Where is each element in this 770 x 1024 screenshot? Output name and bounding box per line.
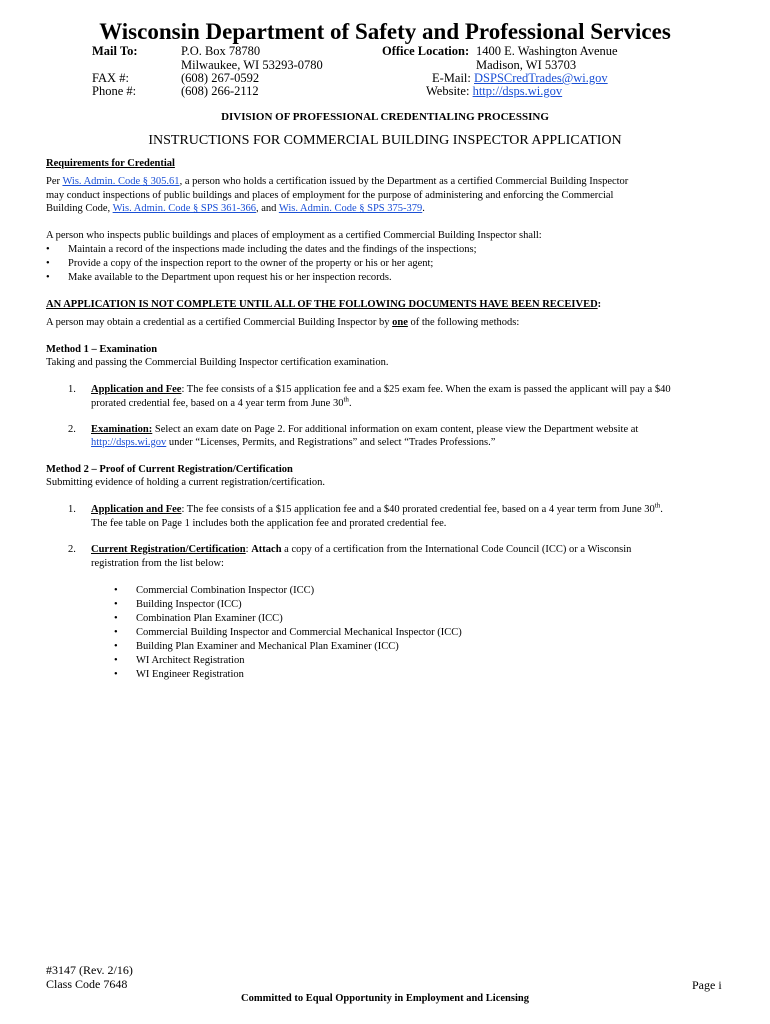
method1-subtext: Taking and passing the Commercial Building Inspector certification examination. <box>46 357 389 368</box>
requirements-line3: Building Code, Wis. Admin. Code § SPS 361-366, and Wis. Admin. Code § SPS 375-379. <box>46 203 425 214</box>
division-heading: DIVISION OF PROFESSIONAL CREDENTIALING PROCESSING <box>221 111 549 123</box>
requirements-heading: Requirements for Credential <box>46 158 175 169</box>
mail-to-line1: P.O. Box 78780 <box>181 44 261 58</box>
document-page: Wisconsin Department of Safety and Professional Services Mail To: P.O. Box 78780 Milwaukee, WI 53293-0780 FAX #: (608) 267-0592 Phone #: (608) 266-2112 Office Location: 1400 E. Washington Avenue Madison, WI 53703 E-Mail: DSPSCredTrades@wi.gov Website: http://dsps.wi.gov DIVISION OF PROFESSIONAL CREDENTIALING PROCESSING INSTRUCTIONS FOR COMMERCIAL BUILDING INSPECTOR APPLICATION Requirements for Credential Per Wis. Admin. Code § 305.61, a person who holds a certification issued by the Department as a certified Commercial Building Inspector may conduct inspections of public buildings and places of employment for the purpose of administering and enforcing the Commercial Building Code, Wis. Admin. Code § SPS 361-366, and Wis. Admin. Code § SPS 375-379. A person who inspects public buildings and places of employment as a certified Commercial Building Inspector shall: • Maintain a record of the inspections made including the dates and the findings of the inspections; • Provide a copy of the inspection report to the owner of the property or his or her agent; • Make available to the Department upon request his or her inspection records. AN APPLICATION IS NOT COMPLETE UNTIL ALL OF THE FOLLOWING DOCUMENTS HAVE BEEN RECEIVED: A person may obtain a credential as a certified Commercial Building Inspector by one of the following methods: Method 1 – Examination Taking and passing the Commercial Building Inspector certification examination. 1. Application and Fee: The fee consists of a $15 application fee and a $25 exam fee. When the exam is passed the applicant will pay a $40 prorated credential fee, based on a 4 year term from June 30th. 2. Examination: Select an exam date on Page 2. For additional information on exam content, please view the Department website at http://dsps.wi.gov under “Licenses, Permits, and Registrations” and select “Trades Professions.” Method 2 – Proof of Current Registration/Certification Submitting evidence of holding a current registration/certification. 1. Application and Fee: The fee consists of a $15 application fee and a $40 prorated credential fee, based on a 4 year term from June 30th. The fee table on Page 1 includes both the application fee and prorated credential fee. 2. Current Registration/Certification: Attach a copy of a certification from the International Code Council (ICC) or a Wisconsin registration from the list below: • Commercial Combination Inspector (ICC) • Building Inspector (ICC) • Combination Plan Examiner (ICC) • Commercial Building Inspector and Commercial Mechanical Inspector (ICC) • Building Plan Examiner and Mechanical Plan Examiner (ICC) • WI Architect Registration • WI Engineer Registration #3147 (Rev. 2/16) Class Code 7648 Page i Committed to Equal Opportunity in Employment and Licensing <box>0 0 770 1024</box>
method2-item2-number: 2. <box>68 544 76 555</box>
mail-to-label: Mail To: <box>92 44 138 58</box>
office-line1: 1400 E. Washington Avenue <box>476 44 618 58</box>
instructions-title: INSTRUCTIONS FOR COMMERCIAL BUILDING INSPECTOR APPLICATION <box>148 133 622 148</box>
mail-to-line2: Milwaukee, WI 53293-0780 <box>181 58 323 72</box>
method2-item1-line2: The fee table on Page 1 includes both the application fee and prorated credential fee. <box>91 518 447 529</box>
method1-item2-line2: http://dsps.wi.gov under “Licenses, Permits, and Registrations” and select “Trades Professions.” <box>91 437 496 448</box>
class-code: Class Code 7648 <box>46 977 128 991</box>
method2-heading: Method 2 – Proof of Current Registration/Certification <box>46 464 293 475</box>
website-link[interactable]: http://dsps.wi.gov <box>472 84 563 98</box>
form-number: #3147 (Rev. 2/16) <box>46 963 133 977</box>
method1-item2-number: 2. <box>68 424 76 435</box>
website-line <box>426 84 562 99</box>
phone-label: Phone #: <box>92 84 137 98</box>
email-label: E-Mail: <box>432 71 471 85</box>
phone-value: (608) 266-2112 <box>181 84 259 98</box>
admin-code-link-2[interactable]: Wis. Admin. Code § SPS 361-366 <box>112 203 256 214</box>
method2-item2-line1: Current Registration/Certification: Attach a copy of a certification from the International Code Council (ICC) or a Wisconsin <box>91 544 632 555</box>
page-title: Wisconsin Department of Safety and Professional Services <box>99 19 671 44</box>
office-label: Office Location: <box>382 44 470 58</box>
dsps-website-link[interactable]: http://dsps.wi.gov <box>91 437 167 448</box>
application-notice-line: A person may obtain a credential as a certified Commercial Building Inspector by one of the following methods: <box>46 317 520 328</box>
method2-subtext: Submitting evidence of holding a current registration/certification. <box>46 477 326 488</box>
admin-code-link-3[interactable]: Wis. Admin. Code § SPS 375-379 <box>278 203 423 214</box>
equal-opportunity-statement: Committed to Equal Opportunity in Employment and Licensing <box>241 993 529 1004</box>
method1-item1-line2: prorated credential fee, based on a 4 year term from June 30th. <box>91 395 352 409</box>
method1-heading: Method 1 – Examination <box>46 344 158 355</box>
method1-item1-line1: Application and Fee: The fee consists of a $15 application fee and a $25 exam fee. When the exam is passed the applicant will pay a $40 <box>91 384 671 395</box>
email-link[interactable]: DSPSCredTrades@wi.gov <box>474 71 608 85</box>
page-number: Page i <box>692 978 722 992</box>
requirements-line2: may conduct inspections of public buildings and places of employment for the purpose of administering and enforcing the Commercial <box>46 190 614 201</box>
method1-item2-line1: Examination: Select an exam date on Page 2. For additional information on exam content, please view the Department website at <box>91 424 639 435</box>
website-label: Website: <box>426 84 470 98</box>
admin-code-link-1[interactable]: Wis. Admin. Code § 305.61 <box>62 176 180 187</box>
office-line2: Madison, WI 53703 <box>476 58 577 72</box>
fax-label: FAX #: <box>92 71 129 85</box>
method2-item1-line1: Application and Fee: The fee consists of a $15 application fee and a $40 prorated credential fee, based on a 4 year term from June 30th. <box>91 501 663 515</box>
requirements-line1: Per Wis. Admin. Code § 305.61, a person who holds a certification issued by the Department as a certified Commercial Building Inspector <box>46 176 629 187</box>
application-notice-heading: AN APPLICATION IS NOT COMPLETE UNTIL ALL OF THE FOLLOWING DOCUMENTS HAVE BEEN RECEIVED: <box>46 299 602 310</box>
method2-item1-number: 1. <box>68 504 76 515</box>
method1-item1-number: 1. <box>68 384 76 395</box>
method2-item2-line2: registration from the list below: <box>91 558 224 569</box>
inspector-intro: A person who inspects public buildings and places of employment as a certified Commercial Building Inspector shall: <box>46 230 542 241</box>
fax-value: (608) 267-0592 <box>181 71 260 85</box>
